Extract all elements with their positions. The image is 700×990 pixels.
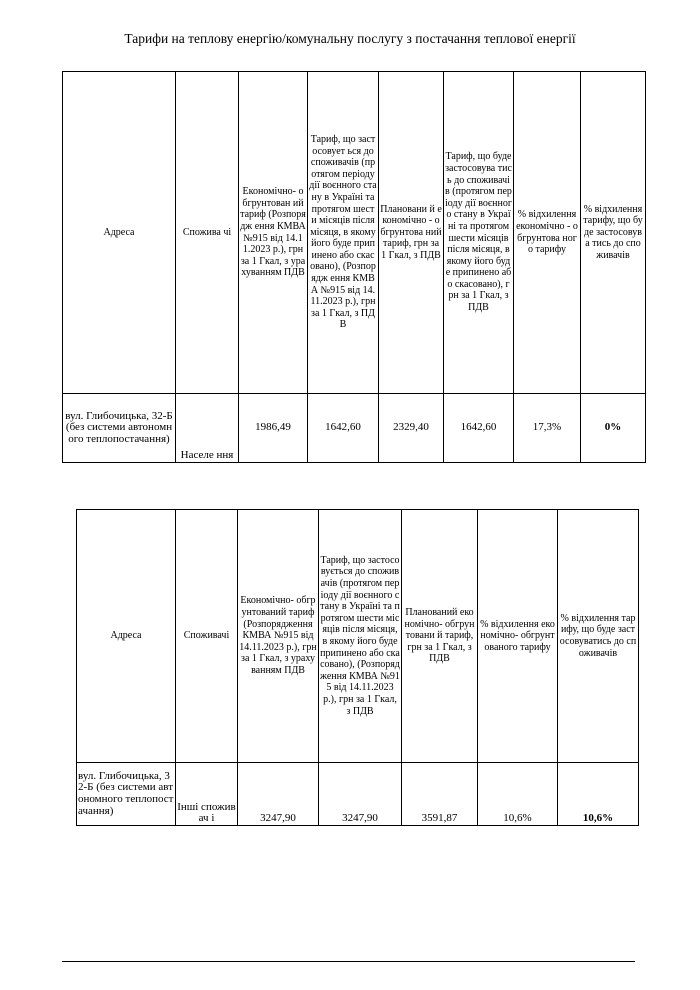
header-address: Адреса <box>77 510 176 763</box>
header-applied-tariff: Тариф, що застосовует ься до споживачів (протягом періоду дії воєнного стану в Україні та протягом шести місяців після місяця, в якому його буде припинено або скасовано), (Розпорядж ення КМВА №915 від 14.11.2023 р.), грн за 1 Гкал, з ПДВ <box>308 72 379 394</box>
tariff-deviation-cell: 10,6% <box>558 763 639 826</box>
header-tariff-deviation: % відхилення тарифу, що буде застосовуватись до споживачів <box>558 510 639 763</box>
planned-tariff-cell: 3591,87 <box>402 763 478 826</box>
applied-tariff-cell: 1642,60 <box>308 394 379 463</box>
page-title: Тарифи на теплову енергію/комунальну послугу з постачання теплової енергії <box>124 31 576 46</box>
header-planned-tariff: Планований економічно- обгрунтовани й тариф, грн за 1 Гкал, з ПДВ <box>402 510 478 763</box>
tariff-deviation-cell: 0% <box>581 394 646 463</box>
header-tariff-deviation: % відхилення тарифу, що буде застосовува тись до споживачів <box>581 72 646 394</box>
tariff-table-residents <box>62 71 646 463</box>
table-row <box>63 394 646 463</box>
consumer-cell: Інші споживач і <box>176 763 238 826</box>
header-economic-deviation: % відхилення економічно - обгрунтова ного тарифу <box>514 72 581 394</box>
economic-deviation-cell: 10,6% <box>478 763 558 826</box>
economic-deviation-cell: 17,3% <box>514 394 581 463</box>
applied-tariff-cell: 3247,90 <box>319 763 402 826</box>
planned-tariff-cell: 2329,40 <box>379 394 444 463</box>
header-consumers: Споживачі <box>176 510 238 763</box>
header-economic-tariff: Економічно- обгрунтован ий тариф (Розпорядж ення КМВА №915 від 14.11.2023 р.), грн за 1 Гкал, з урахуванням ПДВ <box>239 72 308 394</box>
header-address: Адреса <box>63 72 176 394</box>
table-header-row <box>77 510 639 763</box>
economic-tariff-cell: 3247,90 <box>238 763 319 826</box>
header-consumers: Спожива чі <box>176 72 239 394</box>
header-economic-deviation: % відхилення економічно- обгрунтованого тарифу <box>478 510 558 763</box>
address-cell: вул. Глибочицька, 32-Б (без системи автономного теплопостачання) <box>63 394 176 463</box>
address-cell: вул. Глибочицька, 32-Б (без системи автономного теплопостачання) <box>77 763 176 826</box>
header-economic-tariff: Економічно- обгрунтований тариф (Розпорядження КМВА №915 від 14.11.2023 р.), грн за 1 Гкал, з урахуванням ПДВ <box>238 510 319 763</box>
footer-divider <box>62 961 635 962</box>
table-header-row <box>63 72 646 394</box>
header-applied-tariff: Тариф, що застосовується до споживачів (протягом періоду дії воєнного стану в Україні та протягом шести місяців після місяця, в якому його буде припинено або скасовано), (Розпорядження КМВА №915 від 14.11.2023 р.), грн за 1 Гкал, з ПДВ <box>319 510 402 763</box>
tariff-table-other-consumers <box>76 509 639 826</box>
consumer-cell: Населе ння <box>176 394 239 463</box>
economic-tariff-cell: 1986,49 <box>239 394 308 463</box>
header-planned-tariff: Плановани й економічно - обгрунтова ний тариф, грн за 1 Гкал, з ПДВ <box>379 72 444 394</box>
future-tariff-cell: 1642,60 <box>444 394 514 463</box>
table-row <box>77 763 639 826</box>
header-future-tariff: Тариф, що буде застосовува тись до споживачів (протягом періоду дії воєнного стану в Україні та протягом шести місяців після місяця, в якому його буде припинено або скасовано), грн за 1 Гкал, з ПДВ <box>444 72 514 394</box>
